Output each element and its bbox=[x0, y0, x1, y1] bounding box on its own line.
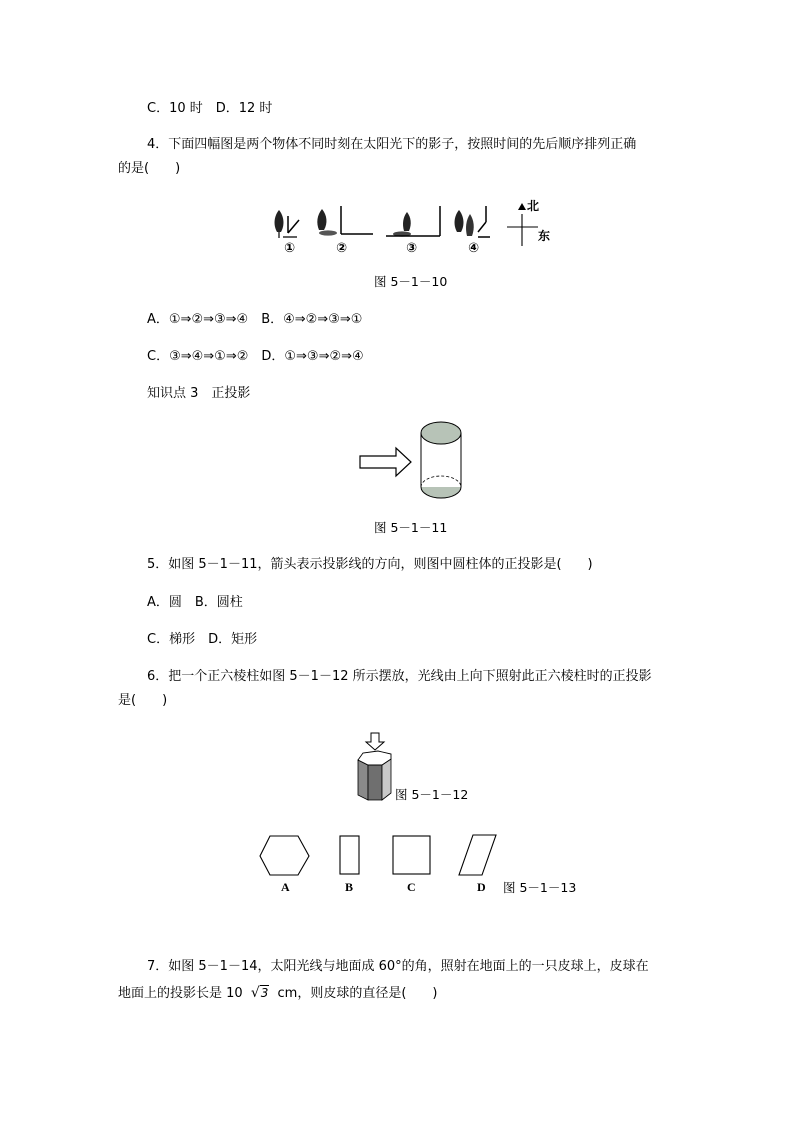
shadow-picture-1 bbox=[275, 210, 299, 238]
q5-stem: 5．如图 5－1－11，箭头表示投影线的方向，则图中圆柱体的正投影是( ) bbox=[147, 557, 593, 572]
compass-east-label: 东 bbox=[538, 229, 551, 243]
choice-narrow-rectangle bbox=[340, 836, 359, 874]
choice-parallelogram bbox=[459, 835, 496, 875]
q7-stem-line2 bbox=[118, 984, 438, 1003]
q4-stem-line2: 的是( ) bbox=[118, 161, 181, 176]
choice-label-c: C bbox=[407, 880, 416, 894]
light-arrow bbox=[366, 733, 384, 750]
compass-north-label: 北 bbox=[527, 199, 540, 213]
figure-5-1-12-caption: 图 5－1－12 bbox=[395, 787, 469, 802]
choice-hexagon bbox=[260, 836, 309, 875]
q7-stem-pre: 地面上的投影长是 10 bbox=[118, 986, 243, 1001]
shadow-picture-4 bbox=[455, 206, 490, 237]
q4-option-ab: A．①⇒②⇒③⇒④ B．④⇒②⇒③⇒① bbox=[147, 312, 363, 327]
shadow-label-3: ③ bbox=[406, 241, 418, 256]
figure-5-1-10-caption: 图 5－1－10 bbox=[374, 274, 448, 289]
hexagonal-prism bbox=[358, 751, 391, 800]
shadow-picture-2 bbox=[317, 206, 373, 236]
figure-5-1-11-caption: 图 5－1－11 bbox=[374, 520, 448, 535]
sqrt-expression bbox=[251, 984, 270, 1003]
shadow-label-1: ① bbox=[284, 241, 296, 256]
choice-label-b: B bbox=[345, 880, 354, 894]
section-title: 知识点 3 正投影 bbox=[147, 386, 251, 401]
q5-option-ab: A．圆 B．圆柱 bbox=[147, 595, 243, 610]
choice-label-a: A bbox=[281, 880, 290, 894]
q4-option-cd: C．③⇒④⇒①⇒② D．①⇒③⇒②⇒④ bbox=[147, 349, 364, 364]
shadow-label-2: ② bbox=[336, 241, 348, 256]
shadow-label-4: ④ bbox=[468, 241, 480, 256]
q3-option-cd: C．10 时 D．12 时 bbox=[147, 101, 273, 116]
q6-stem-line1: 6．把一个正六棱柱如图 5－1－12 所示摆放，光线由上向下照射此正六棱柱时的正投影 bbox=[147, 669, 652, 684]
q5-option-cd: C．梯形 D．矩形 bbox=[147, 632, 258, 647]
cylinder bbox=[421, 422, 461, 498]
q6-stem-line2: 是( ) bbox=[118, 693, 168, 708]
shadow-picture-3 bbox=[386, 206, 440, 237]
projection-arrow bbox=[360, 448, 411, 476]
q7-stem-line1: 7．如图 5－1－14，太阳光线与地面成 60°的角，照射在地面上的一只皮球上，皮球在 bbox=[147, 959, 649, 974]
sqrt-argument: 3 bbox=[260, 986, 269, 1000]
choice-label-d: D bbox=[477, 880, 486, 894]
figure-5-1-13-caption: 图 5－1－13 bbox=[503, 880, 577, 895]
q4-stem-line1: 4．下面四幅图是两个物体不同时刻在太阳光下的影子，按照时间的先后顺序排列正确 bbox=[147, 137, 637, 152]
sqrt-sign: √ bbox=[250, 985, 260, 1001]
q7-stem-post: cm，则皮球的直径是( ) bbox=[277, 986, 438, 1001]
choice-square bbox=[393, 836, 430, 874]
